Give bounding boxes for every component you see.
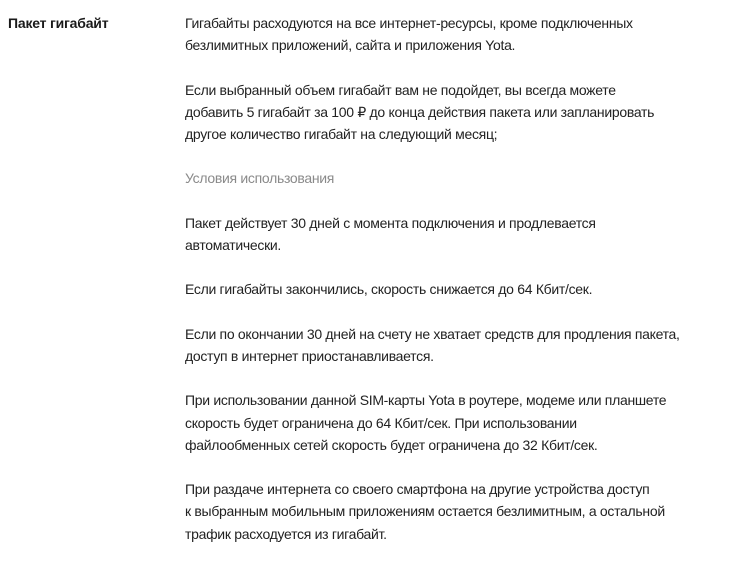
text-line: Пакет действует 30 дней с момента подключения и продлевается	[185, 214, 596, 231]
text-line: доступ в интернет приостанавливается.	[185, 347, 434, 364]
text-line: Гигабайты расходуются на все интернет-ресурсы, кроме подключенных	[185, 15, 633, 31]
paragraph	[185, 278, 735, 300]
paragraph	[185, 79, 735, 146]
text-line: другое количество гигабайт на следующий месяц;	[185, 126, 498, 143]
text-line: Если выбранный объем гигабайт вам не подойдет, вы всегда можете	[185, 81, 616, 98]
section-content	[185, 12, 735, 567]
conditions-title: Условия использования	[185, 170, 335, 187]
section-label: Пакет гигабайт	[8, 15, 109, 31]
text-line: Если по окончании 30 дней на счету не хватает средств для продления пакета,	[185, 325, 680, 342]
text-line: безлимитных приложений, сайта и приложения Yota.	[185, 37, 516, 54]
paragraph	[185, 389, 735, 456]
text-line: файлообменных сетей скорость будет ограничена до 32 Кбит/сек.	[185, 436, 598, 453]
paragraph	[185, 323, 735, 368]
text-line: Если гигабайты закончились, скорость снижается до 64 Кбит/сек.	[185, 281, 593, 298]
text-line: При использовании данной SIM-карты Yota в роутере, модеме или планшете	[185, 392, 667, 409]
text-line: При раздаче интернета со своего смартфона на другие устройства доступ	[185, 481, 650, 498]
paragraph	[185, 212, 735, 257]
paragraph	[185, 12, 735, 57]
text-line: трафик расходуется из гигабайт.	[185, 525, 387, 542]
text-line: добавить 5 гигабайт за 100 ₽ до конца действия пакета или запланировать	[185, 103, 655, 120]
conditions-paragraphs	[185, 212, 735, 545]
text-line: автоматически.	[185, 237, 282, 254]
paragraph	[185, 478, 735, 545]
text-line: скорость будет ограничена до 64 Кбит/сек. При использовании	[185, 414, 577, 431]
text-line: к выбранным мобильным приложениям остается безлимитным, а остальной	[185, 503, 665, 520]
intro-paragraphs	[185, 12, 735, 145]
